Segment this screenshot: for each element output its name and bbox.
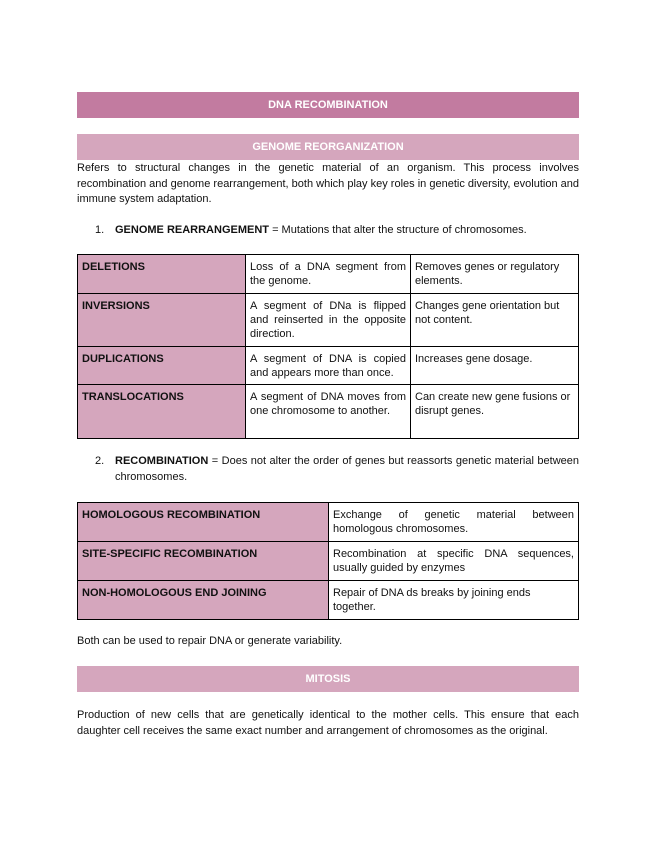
- row-effect: Changes gene orientation but not content.: [411, 294, 579, 347]
- row-type: SITE-SPECIFIC RECOMBINATION: [78, 542, 329, 581]
- row-description: Exchange of genetic material between homologous chromosomes.: [329, 503, 579, 542]
- table-row: [78, 581, 579, 620]
- section-heading-genome-reorganization: GENOME REORGANIZATION: [77, 134, 579, 160]
- row-type: INVERSIONS: [78, 294, 246, 347]
- table-row: [78, 294, 579, 347]
- row-description: Repair of DNA ds breaks by joining ends together.: [329, 581, 579, 620]
- table-row: [78, 385, 579, 439]
- table-row: [78, 347, 579, 385]
- list-number: 1.: [95, 224, 105, 236]
- summary-paragraph: Both can be used to repair DNA or generate variability.: [77, 635, 343, 647]
- row-type: NON-HOMOLOGOUS END JOINING: [78, 581, 329, 620]
- row-effect: Removes genes or regulatory elements.: [411, 255, 579, 294]
- section-heading-mitosis: MITOSIS: [77, 666, 579, 692]
- list-definition: = Does not alter the order of genes but reassorts genetic material between chromosomes.: [115, 455, 579, 483]
- row-type: DUPLICATIONS: [78, 347, 246, 385]
- intro-paragraph: Refers to structural changes in the genetic material of an organism. This process involves recombination and genome rearrangement, both which play key roles in genetic diversity, evolution and immune system adaptation.: [77, 162, 579, 205]
- table-row: [78, 255, 579, 294]
- rearrangement-table: [77, 254, 579, 439]
- list-number: 2.: [95, 455, 105, 467]
- row-description: A segment of DNA moves from one chromosome to another.: [246, 385, 411, 439]
- mitosis-paragraph: Production of new cells that are genetically identical to the mother cells. This ensure that each daughter cell receives the same exact number and arrangement of chromosomes as the original.: [77, 709, 579, 737]
- list-definition: = Mutations that alter the structure of chromosomes.: [269, 224, 527, 236]
- row-type: TRANSLOCATIONS: [78, 385, 246, 439]
- table-row: [78, 503, 579, 542]
- row-effect: Can create new gene fusions or disrupt genes.: [411, 385, 579, 439]
- row-type: DELETIONS: [78, 255, 246, 294]
- row-description: Recombination at specific DNA sequences, usually guided by enzymes: [329, 542, 579, 581]
- row-description: A segment of DNA is copied and appears more than once.: [246, 347, 411, 385]
- list-term: RECOMBINATION: [115, 455, 209, 467]
- recombination-table: [77, 502, 579, 620]
- row-effect: Increases gene dosage.: [411, 347, 579, 385]
- row-description: A segment of DNa is flipped and reinserted in the opposite direction.: [246, 294, 411, 347]
- row-description: Loss of a DNA segment from the genome.: [246, 255, 411, 294]
- list-term: GENOME REARRANGEMENT: [115, 224, 270, 236]
- table-row: [78, 542, 579, 581]
- row-type: HOMOLOGOUS RECOMBINATION: [78, 503, 329, 542]
- document-title: DNA RECOMBINATION: [77, 92, 579, 118]
